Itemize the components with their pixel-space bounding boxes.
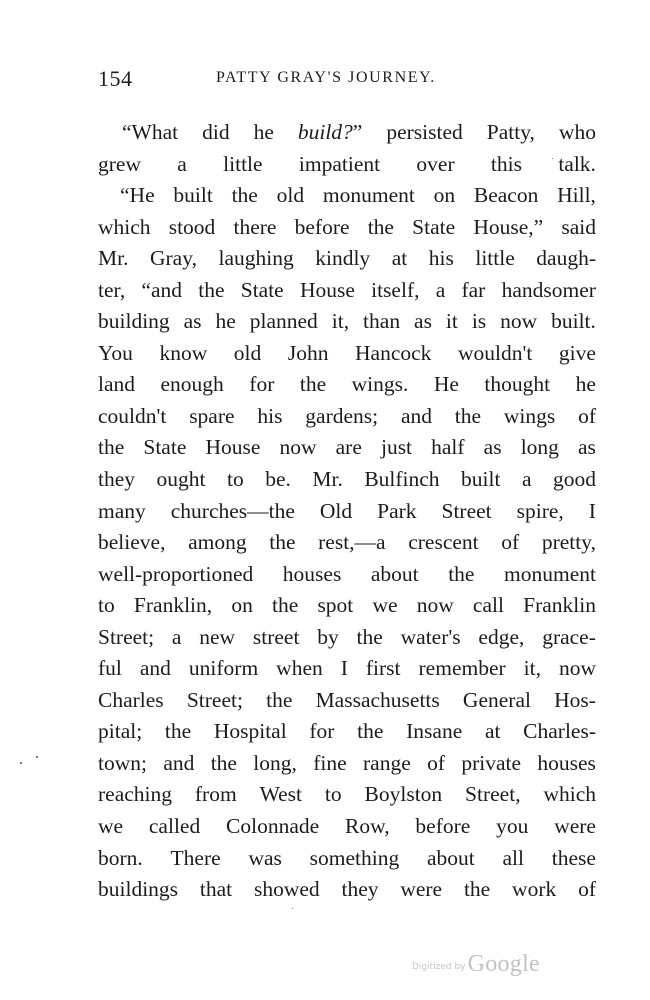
scan-speck [292, 908, 293, 909]
word: as [414, 309, 432, 334]
text-line [98, 496, 596, 528]
text-line [98, 180, 596, 212]
word: ter, [98, 277, 126, 302]
word: Massachusetts [315, 687, 440, 712]
word: was [248, 845, 282, 870]
word: I [340, 656, 348, 681]
word: the [266, 687, 293, 712]
word: Beacon [473, 183, 539, 208]
word: a [171, 624, 182, 649]
word: He [433, 372, 459, 397]
word: on [433, 183, 456, 208]
word: he [253, 120, 274, 144]
word: and [139, 656, 171, 681]
word: West [259, 782, 303, 807]
word: as [183, 309, 202, 334]
word: wouldn't [457, 340, 533, 365]
word: couldn't [98, 403, 167, 428]
word: said [561, 214, 596, 239]
word: for [309, 719, 335, 744]
word: over [416, 151, 455, 176]
word: There [170, 845, 221, 870]
word: many [98, 498, 146, 523]
word: handsomer [501, 277, 596, 302]
word: Street [441, 498, 492, 523]
word: we [98, 814, 124, 839]
word: You [98, 340, 133, 365]
word: the [357, 719, 384, 744]
word: State [240, 277, 284, 302]
word: reaching [98, 782, 173, 807]
text-line [98, 685, 596, 717]
word: land [98, 372, 136, 397]
word: private [461, 750, 522, 775]
word: the [164, 719, 192, 744]
word: work [512, 877, 557, 902]
word: old [276, 183, 305, 208]
word: Colonnade [226, 814, 320, 839]
word: built [173, 183, 213, 208]
word: State [412, 214, 456, 239]
word: his [428, 246, 454, 271]
word: long, [253, 750, 297, 775]
word: the [198, 277, 225, 302]
word: houses [282, 561, 342, 586]
word: Franklin [523, 593, 596, 618]
word: at [391, 246, 408, 271]
word: little [223, 151, 263, 176]
word: spot [317, 593, 354, 618]
word: pretty, [541, 530, 596, 555]
word: houses [537, 750, 596, 775]
word: the [299, 372, 327, 397]
word: just [380, 435, 413, 460]
word: to [98, 593, 115, 618]
word: the [454, 403, 482, 428]
word: crescent [408, 530, 479, 555]
word: Hancock [355, 340, 432, 365]
word: itself, [371, 277, 420, 302]
word: Bulfinch [364, 467, 440, 492]
word: built. [551, 309, 596, 334]
word: of [427, 750, 445, 775]
word: House,” [473, 214, 544, 239]
word: monument [504, 561, 596, 586]
word: ought [156, 467, 206, 492]
word: to [226, 467, 244, 492]
word: planned [249, 309, 318, 334]
text-line [98, 212, 596, 244]
word: as [483, 435, 502, 460]
word: about [426, 845, 475, 870]
scan-speck [36, 756, 38, 758]
digitized-by-watermark [412, 948, 540, 978]
word: Patty, [486, 120, 535, 144]
word: Row, [345, 814, 390, 839]
word: Insane [406, 719, 463, 744]
word: monument [322, 183, 415, 208]
word: persisted [386, 120, 463, 144]
word: the [367, 214, 394, 239]
word: Old [319, 498, 353, 523]
word: they [98, 467, 136, 492]
scan-speck [552, 158, 553, 159]
word: Street; [98, 624, 155, 649]
word: “What [122, 120, 179, 144]
word: laughing [218, 246, 294, 271]
word: well-proportioned [98, 561, 254, 586]
google-logo: Google [467, 951, 541, 977]
text-line [98, 464, 596, 496]
word: before [415, 814, 471, 839]
text-line [98, 369, 596, 401]
text-line [98, 432, 596, 464]
word: House [299, 277, 355, 302]
word: be. [265, 467, 291, 492]
word: Street, [465, 782, 521, 807]
word: State [143, 435, 187, 460]
word: and [400, 403, 432, 428]
word: churches—the [170, 498, 295, 523]
word: from [194, 782, 237, 807]
word: the [98, 435, 125, 460]
word: little [475, 246, 515, 271]
word: we [372, 593, 398, 618]
word: by [317, 624, 339, 649]
word: born. [98, 845, 143, 870]
word: which [543, 782, 596, 807]
word: about [370, 561, 419, 586]
text-line [98, 779, 596, 811]
word: for [249, 372, 275, 397]
word: his [257, 403, 283, 428]
word: range [363, 750, 411, 775]
word: know [159, 340, 208, 365]
word: the [448, 561, 475, 586]
word: the [210, 750, 237, 775]
word: remember [418, 656, 506, 681]
text-line [98, 338, 596, 370]
text-line [98, 117, 596, 149]
word: rest,—a [318, 530, 386, 555]
word: it [445, 309, 458, 334]
text-line [98, 275, 596, 307]
word: Hos- [554, 687, 596, 712]
word: pital; [98, 719, 143, 744]
word: it, [523, 656, 541, 681]
word: were [400, 877, 443, 902]
word: call [472, 593, 504, 618]
word: before [294, 214, 350, 239]
word: to [324, 782, 342, 807]
word: the [463, 877, 491, 902]
word: I [588, 498, 596, 523]
word: called [148, 814, 201, 839]
word: daugh- [536, 246, 596, 271]
word: that [199, 877, 233, 902]
word: he [575, 372, 596, 397]
word: now [558, 656, 596, 681]
text-line [98, 716, 596, 748]
text-line [98, 590, 596, 622]
word: the [356, 624, 383, 649]
word: now [279, 435, 317, 460]
word: at [484, 719, 501, 744]
text-line [98, 653, 596, 685]
word: water's [400, 624, 461, 649]
word: fine [313, 750, 347, 775]
word: build?” [297, 120, 363, 144]
word: Hill, [557, 183, 596, 208]
word: spare [189, 403, 235, 428]
text-line [98, 306, 596, 338]
word: of [578, 403, 596, 428]
text-line [98, 527, 596, 559]
word: something [309, 845, 400, 870]
word: wings. [351, 372, 409, 397]
word: Street; [186, 687, 243, 712]
text-line [98, 622, 596, 654]
page-number: 154 [98, 66, 133, 91]
word: showed [253, 877, 320, 902]
word: all [502, 845, 524, 870]
word: on [231, 593, 253, 618]
text-line [98, 874, 596, 906]
word: long [520, 435, 559, 460]
scan-speck [20, 762, 22, 764]
word: town; [98, 750, 147, 775]
word: a [177, 151, 187, 176]
text-line [98, 748, 596, 780]
word: Boylston [364, 782, 443, 807]
word: and [163, 750, 195, 775]
word: kindly [315, 246, 371, 271]
word: good [552, 467, 596, 492]
word: you [496, 814, 529, 839]
word: he [215, 309, 236, 334]
word: were [554, 814, 596, 839]
running-head: PATTY GRAY'S JOURNEY. [216, 69, 436, 86]
body-text [98, 117, 596, 906]
word: talk. [558, 151, 596, 176]
word: are [335, 435, 362, 460]
word: built [461, 467, 501, 492]
word: building [98, 309, 170, 334]
word: stood [168, 214, 216, 239]
word: ful [98, 656, 122, 681]
word: the [271, 593, 299, 618]
word: is [471, 309, 487, 334]
word: Charles- [523, 719, 596, 744]
text-line [98, 243, 596, 275]
text-line [98, 843, 596, 875]
word: give [558, 340, 596, 365]
word: edge, [478, 624, 525, 649]
word: impatient [298, 151, 381, 176]
word: which [98, 214, 151, 239]
word: Charles [98, 687, 164, 712]
word: first [365, 656, 401, 681]
word: a [435, 277, 446, 302]
word: “and [141, 277, 183, 302]
word: uniform [188, 656, 259, 681]
word: Mr. [312, 467, 343, 492]
word: the [231, 183, 258, 208]
word: buildings [98, 877, 179, 902]
word: House [205, 435, 261, 460]
word: Gray, [149, 246, 197, 271]
word: grace- [542, 624, 596, 649]
word: enough [160, 372, 224, 397]
word: there [233, 214, 277, 239]
word: of [578, 877, 596, 902]
word: Hospital [213, 719, 287, 744]
word: it, [331, 309, 350, 334]
word: new [199, 624, 236, 649]
text-line [98, 811, 596, 843]
word: these [551, 845, 596, 870]
word: the [269, 530, 296, 555]
word: of [501, 530, 520, 555]
word: General [462, 687, 531, 712]
word: half [431, 435, 465, 460]
word: now [416, 593, 454, 618]
word: old [233, 340, 262, 365]
word: wings [503, 403, 556, 428]
word: among [188, 530, 247, 555]
word: far [461, 277, 486, 302]
text-line [98, 401, 596, 433]
word: now [500, 309, 538, 334]
word: spire, [516, 498, 564, 523]
word: John [287, 340, 329, 365]
word: Mr. [98, 246, 129, 271]
word: a [521, 467, 532, 492]
word: this [490, 151, 522, 176]
word: Franklin, [133, 593, 213, 618]
digitized-by-label: Digitized by [412, 962, 466, 972]
word: they [341, 877, 379, 902]
word: who [558, 120, 596, 144]
word: “He [120, 183, 155, 208]
word: grew [98, 151, 141, 176]
word: Park [377, 498, 417, 523]
word: believe, [98, 530, 166, 555]
word: when [276, 656, 323, 681]
word: did [202, 120, 230, 144]
word: gardens; [305, 403, 379, 428]
word: as [578, 435, 596, 460]
word: than [363, 309, 401, 334]
text-line [98, 559, 596, 591]
word: thought [484, 372, 551, 397]
word: street [252, 624, 300, 649]
text-line [98, 149, 596, 181]
page-header [98, 66, 596, 96]
